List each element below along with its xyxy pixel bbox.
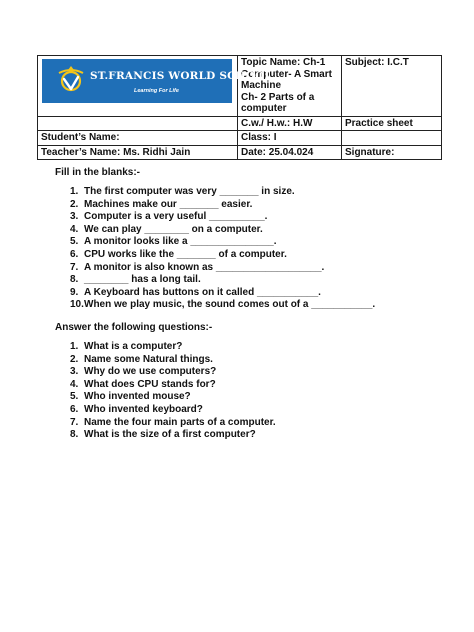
item-text: We can play ________ on a computer.: [84, 223, 263, 235]
cw-hw-cell: C.w./ H.w.: H.W: [238, 116, 342, 131]
list-item: [70, 262, 375, 275]
item-text: Name some Natural things.: [84, 353, 213, 365]
item-text: CPU works like the _______ of a computer.: [84, 248, 287, 260]
list-item: [70, 236, 375, 249]
item-text: Who invented mouse?: [84, 391, 191, 403]
header-table: [37, 55, 442, 160]
list-item: [70, 199, 375, 212]
item-text: The first computer was very _______ in size.: [84, 186, 295, 197]
item-text: Who invented keyboard?: [84, 403, 203, 415]
item-number: 4.: [70, 223, 79, 235]
item-number: 6.: [70, 403, 79, 415]
item-number: 8.: [70, 274, 79, 286]
item-number: 5.: [70, 391, 79, 403]
item-text: A monitor is also known as ___________________.: [84, 261, 325, 273]
item-number: 7.: [70, 261, 79, 273]
item-number: 1.: [70, 341, 79, 352]
student-name-cell: Student’s Name:: [38, 131, 238, 146]
list-item: [70, 379, 276, 392]
date-cell: Date: 25.04.024: [238, 145, 342, 160]
item-number: 9.: [70, 286, 79, 298]
school-name: ST.FRANCIS WORLD SCHOOL: [90, 70, 273, 82]
practice-cell: Practice sheet: [342, 116, 442, 131]
item-text: Why do we use computers?: [84, 366, 217, 378]
item-text: What is a computer?: [84, 341, 183, 352]
list-item: [70, 299, 375, 312]
teacher-name-cell: Teacher’s Name: Ms. Ridhi Jain: [38, 145, 238, 160]
item-number: 2.: [70, 353, 79, 365]
topic-line: Computer- A Smart: [241, 68, 332, 80]
subject-cell: Subject: I.C.T: [342, 56, 442, 117]
list-item: [70, 249, 375, 262]
list-item: [70, 341, 276, 354]
fill-blanks-list: [70, 186, 375, 312]
topic-line: Machine: [241, 80, 282, 91]
school-tagline: Learning For Life: [134, 88, 179, 94]
questions-title: Answer the following questions:-: [55, 322, 213, 333]
list-item: [70, 287, 375, 300]
topic-line: computer: [241, 103, 287, 114]
list-item: [70, 354, 276, 367]
item-number: 8.: [70, 429, 79, 441]
school-emblem-icon: [56, 65, 86, 97]
item-number: 3.: [70, 366, 79, 378]
empty-cell: [342, 131, 442, 146]
topic-line: Topic Name: Ch-1: [241, 57, 326, 68]
list-item: [70, 417, 276, 430]
topic-line: Ch- 2 Parts of a: [241, 91, 315, 103]
signature-cell: Signature:: [342, 145, 442, 160]
list-item: [70, 186, 375, 199]
item-number: 1.: [70, 186, 79, 197]
list-item: [70, 274, 375, 287]
item-text: What is the size of a first computer?: [84, 429, 256, 441]
fill-blanks-title: Fill in the blanks:-: [55, 167, 141, 178]
list-item: [70, 224, 375, 237]
list-item: [70, 366, 276, 379]
item-text: Name the four main parts of a computer.: [84, 416, 276, 428]
item-number: 10.: [70, 299, 84, 311]
item-text: ________ has a long tail.: [84, 274, 201, 286]
item-text: Machines make our _______ easier.: [84, 198, 253, 210]
item-number: 2.: [70, 198, 79, 210]
item-number: 4.: [70, 378, 79, 390]
topic-cell: [238, 56, 342, 117]
item-text: What does CPU stands for?: [84, 378, 216, 390]
questions-list: [70, 341, 276, 442]
item-number: 6.: [70, 248, 79, 260]
item-number: 7.: [70, 416, 79, 428]
list-item: [70, 391, 276, 404]
list-item: [70, 429, 276, 442]
list-item: [70, 211, 375, 224]
item-text: Computer is a very useful __________.: [84, 211, 268, 223]
item-number: 3.: [70, 211, 79, 223]
item-text: A monitor looks like a _______________.: [84, 236, 277, 248]
list-item: [70, 404, 276, 417]
item-text: When we play music, the sound comes out of a ___________.: [84, 299, 376, 311]
class-cell: Class: I: [238, 131, 342, 146]
empty-cell: [38, 116, 238, 131]
item-number: 5.: [70, 236, 79, 248]
item-text: A Keyboard has buttons on it called ___________.: [84, 286, 321, 298]
